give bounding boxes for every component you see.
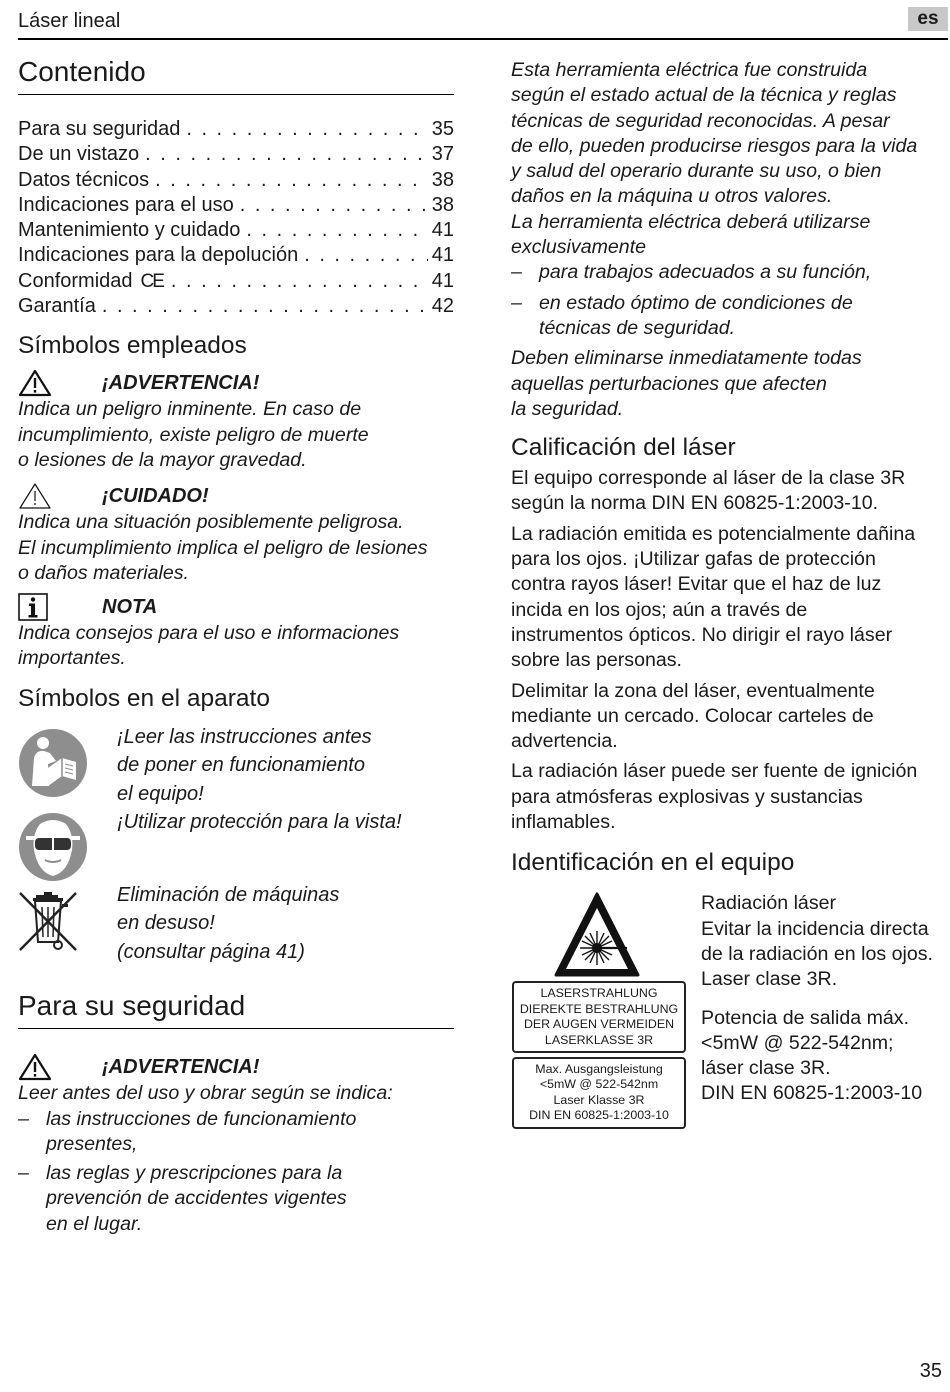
toc-label: Mantenimiento y cuidado: [18, 219, 241, 242]
wheelie-bin-crossed-icon: [18, 888, 82, 954]
list-item: – las reglas y prescripciones para la prevención de accidentes vigentes en el lugar.: [18, 1162, 347, 1235]
device-symbols: ¡Leer las instrucciones antes de poner en funcionamiento el equipo! ¡Utilizar protección para la vista! Eliminación de máquinas en desuso! (consultar página 41): [18, 728, 454, 967]
header-title: Láser lineal: [18, 10, 121, 32]
identification-text: Radiación láser Evitar la incidencia directa de la radiación en los ojos. Laser clase 3R. Potencia de salida máx. <5mW @ 522-542nm; láser clase 3R. DIN EN 60825-1:2003-10: [701, 892, 934, 1105]
toc-page: 41: [431, 219, 454, 242]
intro-paragraph: Esta herramienta eléctrica fue construida según el estado actual de la técnica y reglas técnicas de seguridad reconocidas. A pesar de ello, pueden producirse riesgos para la vida y salud del operario durante su uso, o bien daños en la máquina u otros valores. La herramienta eléctrica deberá utilizarse exclusivamente – para trabajos adecuados a su función, – en estado óptimo de condiciones de técnicas de seguridad. Deben eliminarse inmediatamente todas aquellas perturbaciones que afecten la seguridad.: [511, 58, 947, 422]
laser-class-heading: Calificación del láser: [511, 434, 736, 462]
warning-triangle-icon: [18, 1053, 102, 1081]
toc-entry[interactable]: [18, 269, 454, 294]
list-item: – las instrucciones de funcionamiento presentes,: [18, 1107, 357, 1155]
toc-label: Garantía: [18, 295, 96, 318]
left-column: [18, 56, 454, 1237]
toc-page: 41: [431, 269, 454, 292]
toc-label: Conformidad: [18, 269, 133, 292]
contents-heading: Contenido: [18, 56, 454, 95]
caution-triangle-icon: [18, 482, 102, 510]
eye-protection-icon: [18, 812, 88, 882]
warning-block: ¡ADVERTENCIA! Indica un peligro inminente. En caso de incumplimiento, existe peligro de muerte o lesiones de la mayor gravedad.: [18, 369, 454, 473]
laser-specification-label: Max. Ausgangsleistung <5mW @ 522-542nm Laser Klasse 3R DIN EN 60825-1:2003-10: [512, 1057, 686, 1129]
toc-label: Indicaciones para el uso: [18, 193, 234, 216]
identification-block: [511, 891, 947, 1128]
toc-label: Indicaciones para la depolución: [18, 244, 299, 267]
toc-page: 35: [431, 118, 454, 140]
safety-heading: Para su seguridad: [18, 990, 454, 1029]
toc-label: Para su seguridad: [18, 118, 181, 140]
toc-entry[interactable]: [18, 168, 454, 193]
table-of-contents: [18, 117, 454, 319]
right-column: [511, 58, 947, 1129]
toc-page: 38: [431, 168, 454, 191]
device-symbols-heading: Símbolos en el aparato: [18, 684, 270, 712]
warning-label: ¡ADVERTENCIA!: [102, 371, 260, 394]
symbols-used-heading: Símbolos empleados: [18, 332, 247, 360]
list-item: – para trabajos adecuados a su función,: [511, 261, 872, 284]
toc-label: Datos técnicos: [18, 168, 150, 191]
toc-entry[interactable]: [18, 193, 454, 218]
header-rule: [18, 38, 948, 40]
note-label: NOTA: [102, 595, 158, 618]
toc-page: 38: [431, 193, 454, 216]
laser-class-text: El equipo corresponde al láser de la clase 3R según la norma DIN EN 60825-1:2003-10. La radiación emitida es potencialmente dañina para los ojos. ¡Utilizar gafas de protección contra rayos láser! Evitar que el haz de luz incida en los ojos; aún a través de instrumentos ópticos. No dirigir el rayo láser sobre las personas. Delimitar la zona del láser, eventualmente mediante un cercado. Colocar carteles de advertencia. La radiación láser puede ser fuente de ignición para atmósferas explosivas y sustancias inflamables.: [511, 467, 918, 834]
read-manual-icon: [18, 728, 88, 798]
safety-warning-block: ¡ADVERTENCIA! Leer antes del uso y obrar según se indica: – las instrucciones de funcionamiento presentes, – las reglas y prescripciones para la prevención de accidentes vigentes en el lugar.: [18, 1053, 454, 1237]
toc-entry[interactable]: [18, 294, 454, 319]
ce-mark-icon: CE: [140, 270, 163, 292]
toc-entry[interactable]: [18, 243, 454, 268]
safety-warning-label: ¡ADVERTENCIA!: [102, 1055, 260, 1078]
language-badge: es: [908, 7, 948, 31]
toc-entry[interactable]: [18, 117, 454, 142]
list-item: – en estado óptimo de condiciones de técnicas de seguridad.: [511, 291, 853, 339]
laser-warning-triangle-icon: [511, 891, 683, 979]
toc-page: 41: [431, 244, 454, 267]
page-number: 35: [919, 1360, 942, 1382]
identification-heading: Identificación en el equipo: [511, 849, 795, 877]
toc-entry[interactable]: [18, 142, 454, 167]
info-icon: [18, 593, 102, 621]
toc-label: De un vistazo: [18, 143, 140, 166]
warning-triangle-icon: [18, 369, 102, 397]
note-block: NOTA Indica consejos para el uso e informaciones importantes.: [18, 593, 454, 672]
toc-entry[interactable]: [18, 218, 454, 243]
toc-page: 42: [431, 295, 454, 318]
laser-warning-label: LASERSTRAHLUNG DIEREKTE BESTRAHLUNG DER AUGEN VERMEIDEN LASERKLASSE 3R: [512, 981, 686, 1053]
toc-page: 37: [431, 143, 454, 166]
caution-block: ¡CUIDADO! Indica una situación posiblemente peligrosa. El incumplimiento implica el peligro de lesiones o daños materiales.: [18, 482, 454, 586]
caution-label: ¡CUIDADO!: [102, 484, 209, 507]
